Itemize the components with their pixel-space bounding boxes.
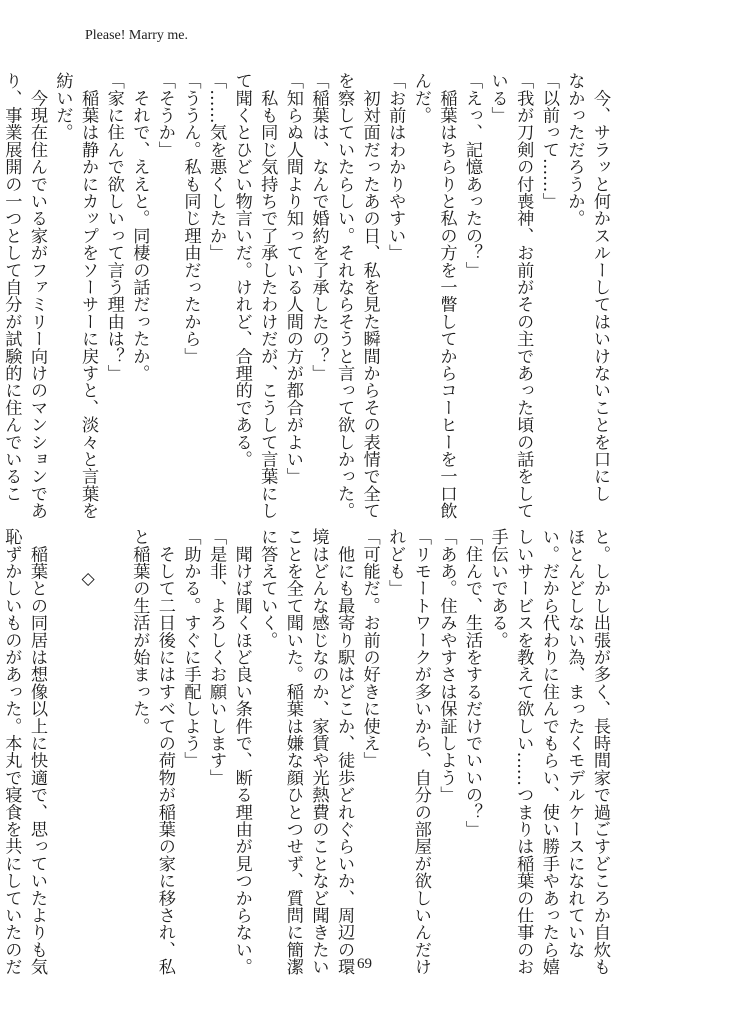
text-line: 「お前はわかりやすい」: [385, 72, 406, 262]
text-line: 「そうか」: [154, 72, 175, 158]
text-line: 今現在住んでいる家がファミリー向けのマンションであ: [26, 72, 47, 520]
text-line: それで、ええと。同棲の話だったか。: [129, 72, 150, 382]
text-line: れども」: [385, 528, 406, 597]
text-line: 稲葉は静かにカップをソーサーに戻すと、淡々と言葉を: [78, 72, 99, 520]
text-line: なかっただろうか。: [564, 72, 585, 227]
text-line: ほとんどしない為、まったくモデルケースになれていな: [564, 528, 585, 958]
text-line: 「ああ。住みやすさは保証しよう」: [436, 528, 457, 804]
text-line: 手伝いである。: [487, 528, 508, 649]
text-line: に答えていく。: [257, 528, 278, 649]
text-line: [49, 528, 75, 948]
text-line: んだ。: [410, 72, 431, 124]
text-line: 私も同じ気持ちで了承したわけだが、こうして言葉にし: [257, 72, 278, 520]
text-line: 「是非、よろしくお願いします」: [206, 528, 227, 786]
text-line: 「稲葉は、なんで婚約を了承したの？」: [308, 72, 329, 382]
text-line: 恥ずかしいものがあった。本丸で寝食を共にしていたのだ: [1, 528, 22, 976]
text-line: 「……気を悪くしたか」: [206, 72, 227, 262]
text-block-top: [1, 72, 612, 520]
text-line: り、事業展開の一つとして自分が試験的に住んでいるこ: [1, 72, 22, 502]
scene-break-diamond: ◇: [78, 569, 99, 590]
text-line: 「以前って……」: [538, 72, 559, 210]
text-line: 紡いだ。: [52, 72, 73, 141]
text-line: ことを全て聞いた。稲葉は嫌な顔ひとつせず、質問に簡潔: [282, 528, 303, 976]
text-line: 「可能だ。お前の好きに使え」: [359, 528, 380, 769]
text-line: 「住んで、生活をするだけでいいの？」: [462, 528, 483, 838]
text-line: 境はどんな感じなのか、家賃や光熱費のことなど聞きたい: [308, 528, 329, 976]
running-header: Please! Marry me.: [85, 28, 189, 43]
text-line: 今、サラッと何かスルーしてはいけないことを口にし: [590, 72, 610, 502]
text-line: 稲葉はちらりと私の方を一瞥してからコーヒーを一口飲: [436, 72, 457, 520]
text-line: 「リモートワークが多いから、自分の部屋が欲しいんだけ: [410, 528, 431, 976]
text-line: 「家に住んで欲しいって言う理由は？」: [103, 72, 124, 382]
text-line: 「ううん。私も同じ理由だったから」: [180, 72, 201, 365]
text-line: 聞けば聞くほど良い条件で、断る理由が見つからない。: [231, 528, 252, 976]
text-line: しいサービスを教えて欲しい……つまりは稲葉の仕事のお: [513, 528, 534, 976]
text-line: を察していたらしい。それならそうと言って欲しかった。: [334, 72, 355, 520]
text-line: 初対面だったあの日、私を見た瞬間からその表情で全て: [359, 72, 380, 520]
text-line: と。しかし出張が多く、長時間家で過ごすどころか自炊も: [590, 528, 610, 976]
text-line: て聞くとひどい物言いだ。けれど、合理的である。: [231, 72, 252, 468]
text-line: [100, 528, 126, 948]
text-line: そして二日後にはすべての荷物が稲葉の家に移され、私: [154, 528, 175, 976]
text-line: 「助かる。すぐに手配しよう」: [180, 528, 201, 769]
text-line: 「我が刀剣の付喪神、お前がその主であった頃の話をして: [513, 72, 534, 520]
text-line: いる」: [487, 72, 508, 124]
text-line: 他にも最寄り駅はどこか、徒歩どれぐらいか、周辺の環: [334, 528, 355, 976]
text-line: 稲葉との同居は想像以上に快適で、思っていたよりも気: [26, 528, 47, 976]
text-line: 「知らぬ人間より知っている人間の方が都合がよい」: [282, 72, 303, 485]
text-line: と稲葉の生活が始まった。: [129, 528, 150, 735]
page-number: 69: [357, 956, 372, 972]
text-line: い。だから代わりに住んでもらい、使い勝手やあったら嬉: [538, 528, 559, 976]
text-line: 「えっ、記憶あったの？」: [462, 72, 483, 279]
